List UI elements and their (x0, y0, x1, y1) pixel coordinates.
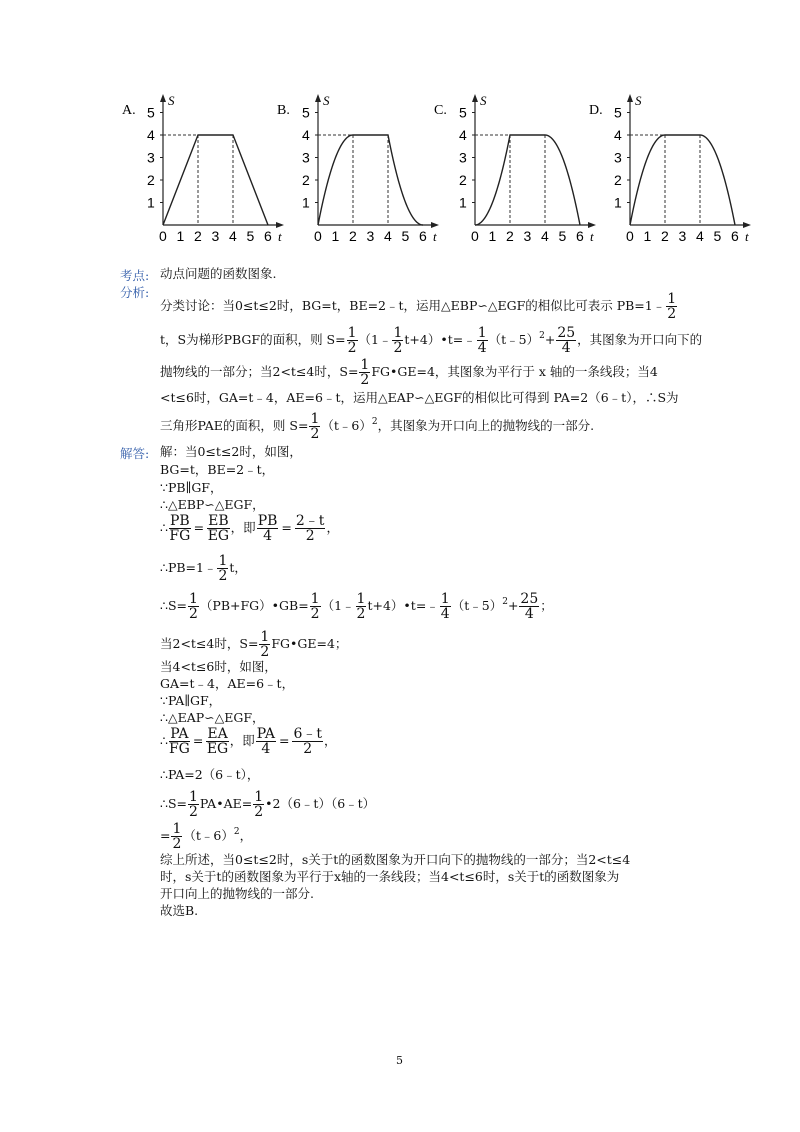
option-c-graph (430, 92, 600, 242)
frac-pb-4: $\frac{PB}{4}$ (257, 513, 278, 544)
jieda-line-19: 开口向上的抛物线的一部分. (160, 886, 314, 901)
option-a-graph (118, 92, 288, 242)
fenxi-l5a: 三角形PAE的面积，则 S= (160, 418, 309, 433)
y-axis-label: S (635, 93, 642, 108)
jieda-l5a: ∴ (160, 520, 168, 535)
function-curve (630, 135, 735, 225)
frac-6mt-2: $\frac{6﹣t}{2}$ (293, 726, 322, 757)
jieda-l7g: ； (540, 598, 553, 613)
x-axis-arrow (743, 222, 751, 228)
kaodian-label: 考点: (120, 268, 150, 283)
y-tick-label: 4 (459, 127, 467, 143)
y-tick-label: 3 (302, 149, 310, 166)
frac-half: $\frac{1}{2}$ (667, 291, 677, 322)
x-tick-label: 5 (558, 228, 567, 242)
x-tick-label: 3 (366, 228, 375, 242)
y-axis-arrow (160, 94, 166, 102)
jieda-line-13: ∴ $\frac{PA}{FG}$ = $\frac{EA}{EG}$ ，即 $\frac{PA}{4}$ = $\frac{6﹣t}{2}$ ， (160, 726, 337, 757)
jieda-line-5: ∴ $\frac{PB}{FG}$ = $\frac{EB}{EG}$ ，即 $\frac{PB}{4}$ = $\frac{2﹣t}{2}$ ， (160, 513, 339, 544)
frac-half: $\frac{1}{2}$ (356, 591, 366, 622)
y-axis-arrow (472, 94, 478, 102)
jieda-l13c: ， (323, 733, 337, 748)
x-tick-label: 0 (471, 228, 479, 242)
jieda-line-15 (160, 790, 375, 819)
function-curve (163, 135, 268, 225)
frac-half: $\frac{1}{2}$ (260, 629, 270, 660)
option-letter: B. (277, 103, 290, 118)
jieda-line-14: ∴PA=2（6﹣t）， (160, 767, 260, 782)
frac-half: $\frac{1}{2}$ (347, 325, 357, 356)
frac-half: $\frac{1}{2}$ (310, 591, 320, 622)
x-tick-label: 5 (713, 228, 722, 242)
y-tick-label: 5 (147, 104, 155, 121)
x-tick-label: 6 (576, 228, 584, 242)
y-tick-label: 5 (302, 104, 310, 121)
frac-25-4: $\frac{25}{4}$ (557, 325, 576, 356)
fenxi-l2b: （1﹣ (358, 332, 392, 347)
y-tick-label: 3 (614, 149, 622, 166)
frac-ea-eg: $\frac{EA}{EG}$ (206, 726, 229, 757)
jieda-l7c: （1﹣ (321, 598, 355, 613)
fenxi-l2d: （t﹣5） (488, 332, 540, 347)
square-sup: 2 (233, 827, 240, 837)
y-axis-arrow (315, 94, 321, 102)
jieda-line-6 (160, 554, 247, 583)
fenxi-line-2 (160, 326, 702, 355)
jieda-l15c: •2（6﹣t）（6﹣t） (265, 796, 376, 811)
jieda-l6b: t， (229, 560, 247, 575)
jieda-line-7 (160, 592, 553, 621)
x-axis-label: t (278, 229, 282, 242)
y-tick-label: 5 (614, 104, 622, 121)
x-tick-label: 6 (731, 228, 739, 242)
fenxi-l2c: t+4）•t=﹣ (404, 332, 476, 347)
x-tick-label: 1 (488, 228, 497, 242)
y-tick-label: 5 (459, 104, 467, 121)
fenxi-line-3 (160, 358, 658, 387)
jieda-line-12: ∴△EAP∽△EGF， (160, 710, 265, 725)
option-letter: A. (122, 103, 136, 118)
option-letter: C. (434, 103, 447, 118)
y-tick-label: 2 (147, 172, 155, 188)
jieda-l5b: ，即 (230, 520, 256, 535)
fenxi-line-1 (160, 292, 678, 321)
y-tick-label: 2 (302, 172, 310, 188)
jieda-line-2: BG=t，BE=2﹣t， (160, 462, 275, 477)
fenxi-l2f: ，其图象为开口向下的 (577, 332, 703, 347)
jieda-l8b: FG•GE=4； (271, 636, 348, 651)
jieda-l16a: = (160, 828, 171, 843)
y-axis-label: S (168, 93, 175, 108)
square-sup: 2 (502, 597, 508, 607)
y-tick-label: 1 (614, 194, 622, 211)
frac-half: $\frac{1}{2}$ (254, 789, 264, 820)
kaodian-text: 动点问题的函数图象. (160, 266, 277, 281)
option-letter: D. (589, 103, 603, 118)
fenxi-l5b: （t﹣6） (321, 418, 372, 433)
jieda-l5c: ， (326, 520, 339, 535)
x-axis-label: t (433, 229, 437, 242)
frac-half: $\frac{1}{2}$ (393, 325, 403, 356)
frac-eb-eg: $\frac{EB}{EG}$ (207, 513, 230, 544)
frac-half: $\frac{1}{2}$ (310, 411, 320, 442)
fenxi-line-4: <t≤6时，GA=t﹣4，AE=6﹣t，运用△EAP∽△EGF的相似比可得到 PA=2（6﹣t），∴S为 (160, 390, 679, 405)
jieda-l7d: t+4）•t=﹣ (367, 598, 439, 613)
jieda-line-9: 当4<t≤6时，如图， (160, 659, 277, 674)
y-tick-label: 4 (147, 127, 155, 143)
frac-half: $\frac{1}{2}$ (172, 821, 182, 852)
y-tick-label: 4 (302, 127, 310, 143)
jieda-label: 解答: (120, 446, 150, 461)
jieda-line-16 (160, 822, 252, 851)
x-tick-label: 6 (419, 228, 427, 242)
x-tick-label: 5 (401, 228, 410, 242)
frac-quarter: $\frac{1}{4}$ (477, 325, 487, 356)
jieda-l7e: （t﹣5） (451, 598, 503, 613)
jieda-line-10: GA=t﹣4，AE=6﹣t， (160, 676, 295, 691)
jieda-line-4: ∴△EBP∽△EGF， (160, 497, 265, 512)
function-curve (318, 135, 423, 225)
x-axis-label: t (745, 229, 749, 242)
x-tick-label: 3 (523, 228, 532, 242)
square-sup: 2 (539, 331, 545, 341)
x-tick-label: 1 (176, 228, 185, 242)
y-tick-label: 2 (614, 172, 622, 188)
jieda-l15a: ∴S= (160, 796, 187, 811)
jieda-l15b: PA•AE= (199, 796, 253, 811)
jieda-line-11: ∵PA∥GF， (160, 693, 222, 708)
jieda-l7f: + (507, 598, 519, 613)
option-d-svg (585, 92, 755, 242)
jieda-line-20: 故选B. (160, 903, 199, 918)
option-b-svg (273, 92, 443, 242)
y-axis-arrow (627, 94, 633, 102)
frac-pa-fg: $\frac{PA}{FG}$ (168, 726, 190, 757)
function-curve (475, 135, 580, 225)
x-tick-label: 4 (696, 228, 704, 242)
jieda-line-17: 综上所述，当0≤t≤2时，s关于t的函数图象为开口向下的抛物线的一部分；当2<t≤4 (160, 852, 631, 867)
y-axis-label: S (480, 93, 487, 108)
y-tick-label: 1 (147, 194, 155, 211)
square-sup: 2 (371, 417, 378, 427)
fenxi-label: 分析: (120, 285, 150, 300)
option-d-graph (585, 92, 755, 242)
fenxi-l3b: FG•GE=4，其图象为平行于 x 轴的一条线段；当4 (371, 364, 658, 379)
frac-half: $\frac{1}{2}$ (218, 553, 228, 584)
jieda-l6a: ∴PB=1﹣ (160, 560, 217, 575)
frac-half: $\frac{1}{2}$ (189, 591, 198, 622)
page-number: 5 (396, 1054, 403, 1067)
x-tick-label: 1 (643, 228, 652, 242)
option-c-svg (430, 92, 600, 242)
x-tick-label: 0 (626, 228, 634, 242)
y-tick-label: 3 (147, 149, 155, 166)
jieda-l16c: ， (239, 828, 253, 843)
y-tick-label: 4 (614, 127, 622, 143)
x-tick-label: 5 (246, 228, 255, 242)
fenxi-l3a: 抛物线的一部分；当2<t≤4时，S= (160, 364, 359, 379)
fenxi-l2e: + (544, 332, 556, 347)
option-a-svg (118, 92, 288, 242)
x-tick-label: 2 (349, 228, 357, 242)
y-tick-label: 2 (459, 172, 467, 188)
x-tick-label: 4 (541, 228, 549, 242)
y-tick-label: 1 (302, 194, 310, 211)
x-tick-label: 1 (331, 228, 340, 242)
frac-half: $\frac{1}{2}$ (360, 357, 370, 388)
x-axis-label: t (590, 229, 594, 242)
fenxi-line-5 (160, 412, 594, 441)
frac-2mt-2: $\frac{2﹣t}{2}$ (295, 513, 325, 544)
x-tick-label: 3 (211, 228, 220, 242)
frac-pb-fg: $\frac{PB}{FG}$ (169, 513, 191, 544)
y-tick-label: 3 (459, 149, 467, 166)
jieda-l13b: ，即 (229, 733, 255, 748)
x-tick-label: 6 (264, 228, 272, 242)
fenxi-l2a: t，S为梯形PBGF的面积，则 S= (160, 332, 346, 347)
jieda-line-8 (160, 630, 347, 659)
fenxi-l1a: 分类讨论：当0≤t≤2时，BG=t，BE=2﹣t，运用△EBP∽△EGF的相似比可表示 PB=1﹣ (160, 298, 666, 313)
x-tick-label: 4 (384, 228, 392, 242)
x-tick-label: 4 (229, 228, 237, 242)
x-tick-label: 3 (678, 228, 687, 242)
jieda-line-1: 解：当0≤t≤2时，如图， (160, 444, 302, 459)
y-tick-label: 1 (459, 194, 467, 211)
jieda-l7a: ∴S= (160, 598, 187, 613)
frac-half: $\frac{1}{2}$ (189, 789, 198, 820)
x-tick-label: 2 (194, 228, 202, 242)
x-tick-label: 0 (159, 228, 167, 242)
frac-25-4: $\frac{25}{4}$ (520, 591, 539, 622)
x-tick-label: 0 (314, 228, 322, 242)
frac-pa-4: $\frac{PA}{4}$ (256, 726, 275, 757)
jieda-l7b: （PB+FG）•GB= (199, 598, 309, 613)
jieda-line-18: 时，s关于t的函数图象为平行于x轴的一条线段；当4<t≤6时，s关于t的函数图象为 (160, 869, 620, 884)
jieda-l13a: ∴ (160, 733, 168, 748)
jieda-line-3: ∵PB∥GF， (160, 480, 223, 495)
x-tick-label: 2 (506, 228, 514, 242)
x-tick-label: 2 (661, 228, 669, 242)
frac-quarter: $\frac{1}{4}$ (440, 591, 450, 622)
jieda-l8a: 当2<t≤4时，S= (160, 636, 259, 651)
jieda-l16b: （t﹣6） (183, 828, 234, 843)
y-axis-label: S (323, 93, 330, 108)
fenxi-l5c: ，其图象为开口向上的抛物线的一部分. (377, 418, 595, 433)
option-b-graph (273, 92, 443, 242)
